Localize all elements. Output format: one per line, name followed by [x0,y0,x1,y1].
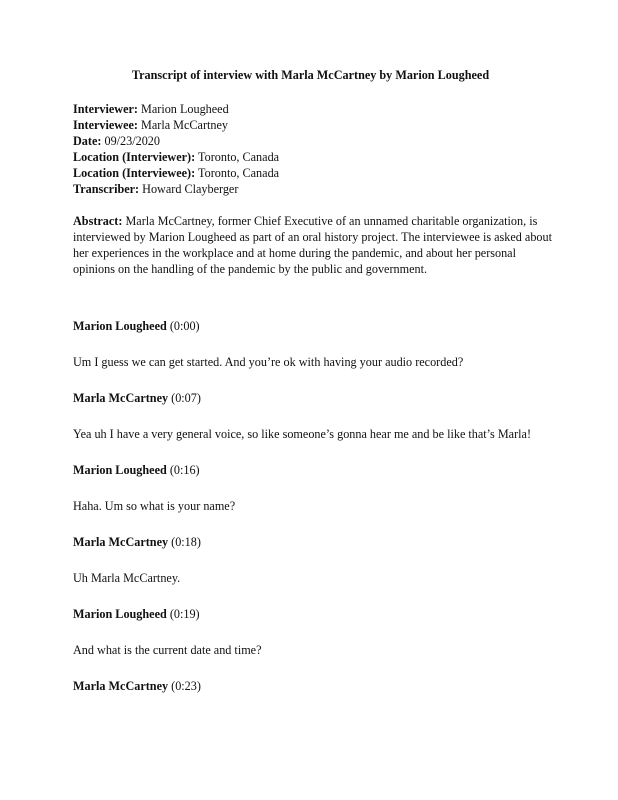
speaker-heading [73,390,201,406]
meta-label: Interviewee: [73,118,138,132]
utterance: And what is the current date and time? [73,643,262,657]
meta-value: 09/23/2020 [104,134,160,148]
meta-location-interviewee [73,165,279,181]
timestamp: (0:07) [171,391,201,405]
meta-date [73,133,279,149]
abstract-label: Abstract: [73,214,123,228]
timestamp: (0:16) [169,463,200,477]
speaker-heading [73,318,200,334]
abstract-text: Marla McCartney, former Chief Executive of an unnamed charitable organization, is interviewed by Marion Lougheed as part of an oral history project. The interviewee is asked about her experiences in the workplace and at home during the pandemic, and about her personal opinions on the handling of the pandemic by the public and government. [73,214,552,276]
speaker-name: Marion Lougheed [73,607,167,621]
speaker-heading [73,462,200,478]
meta-label: Transcriber: [73,182,140,196]
meta-value: Toronto, Canada [198,166,280,180]
speaker-name: Marla McCartney [73,535,169,549]
metadata-block [73,101,279,197]
meta-location-interviewer [73,149,279,165]
meta-value: Marion Lougheed [141,102,229,116]
meta-interviewee [73,117,279,133]
meta-value: Marla McCartney [141,118,228,132]
speaker-heading [73,678,201,694]
timestamp: (0:18) [171,535,201,549]
speaker-heading [73,606,200,622]
meta-interviewer [73,101,279,117]
speaker-name: Marion Lougheed [73,463,167,477]
document-title: Transcript of interview with Marla McCartney by Marion Lougheed [131,68,490,82]
meta-value: Howard Clayberger [142,182,239,196]
speaker-name: Marla McCartney [73,391,169,405]
speaker-name: Marla McCartney [73,679,169,693]
timestamp: (0:00) [169,319,200,333]
meta-transcriber [73,181,279,197]
timestamp: (0:23) [171,679,201,693]
speaker-heading [73,534,201,550]
utterance: Um I guess we can get started. And you’re ok with having your audio recorded? [73,355,464,369]
meta-label: Location (Interviewee): [73,166,196,180]
meta-label: Location (Interviewer): [73,150,196,164]
meta-label: Date: [73,134,102,148]
timestamp: (0:19) [169,607,200,621]
abstract [73,213,553,277]
utterance: Uh Marla McCartney. [73,571,181,585]
meta-label: Interviewer: [73,102,138,116]
utterance: Yea uh I have a very general voice, so like someone’s gonna hear me and be like that’s Marla! [73,427,532,441]
utterance: Haha. Um so what is your name? [73,499,236,513]
meta-value: Toronto, Canada [198,150,280,164]
speaker-name: Marion Lougheed [73,319,167,333]
